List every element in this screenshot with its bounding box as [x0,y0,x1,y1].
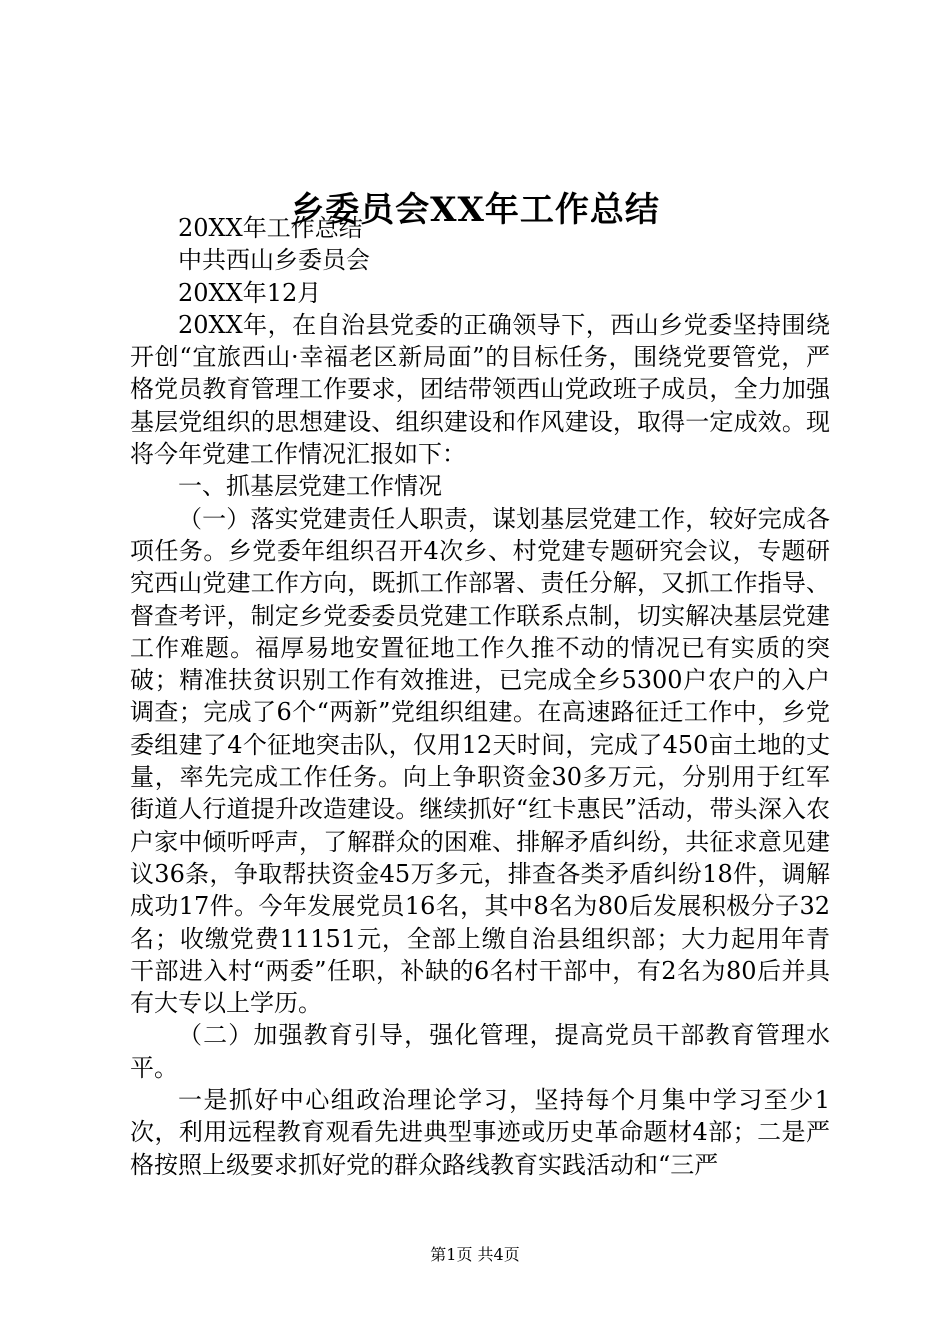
page-number: 第1页 共4页 [430,1245,520,1264]
section-heading: 一、抓基层党建工作情况 [178,472,442,501]
organization-name: 中共西山乡委员会 [178,246,370,275]
body-paragraph: 一是抓好中心组政治理论学习，坚持每个月集中学习至少1次，利用远程教育观看先进典型事迹或历史革命题材4部；二是严格按照上级要求抓好党的群众路线教育实践活动和“三严 [130,1086,830,1179]
page-title: 乡委员会XX年工作总结 [290,190,660,230]
report-heading: 20XX年工作总结 [178,214,363,242]
document-body [130,212,830,1181]
subsection-1-paragraph: （一）落实党建责任人职责，谋划基层党建工作，较好完成各项任务。乡党委年组织召开4次乡、村党建专题研究会议，专题研究西山党建工作方向，既抓工作部署、责任分解，又抓工作指导、督查考评，制定乡党委委员党建工作联系点制，切实解决基层党建工作难题。福厚易地安置征地工作久推不动的情况已有实质的突破；精准扶贫识别工作有效推进，已完成全乡5300户农户的入户调查；完成了6个“两新”党组织组建。在高速路征迁工作中，乡党委组建了4个征地突击队，仅用12天时间，完成了450亩土地的丈量，率先完成工作任务。向上争职资金30多万元，分别用于红军街道人行道提升改造建设。继续抓好“红卡惠民”活动，带头深入农户家中倾听呼声，了解群众的困难、排解矛盾纠纷，共征求意见建议36条，争取帮扶资金45万多元，排查各类矛盾纠纷18件，调解成功17件。今年发展党员16名，其中8名为80后发展积极分子32名；收缴党费11151元，全部上缴自治县组织部；大力起用年青干部进入村“两委”任职，补缺的6名村干部中，有2名为80后并具有大专以上学历。 [130,504,830,1018]
report-date: 20XX年12月 [178,278,322,307]
intro-paragraph: 20XX年，在自治县党委的正确领导下，西山乡党委坚持围绕开创“宜旅西山·幸福老区新局面”的目标任务，围绕党要管党，严格党员教育管理工作要求，团结带领西山党政班子成员，全力加强基层党组织的思想建设、组织建设和作风建设，取得一定成效。现将今年党建工作情况汇报如下： [130,310,830,469]
subsection-2-heading: （二）加强教育引导，强化管理，提高党员干部教育管理水平。 [130,1021,830,1082]
